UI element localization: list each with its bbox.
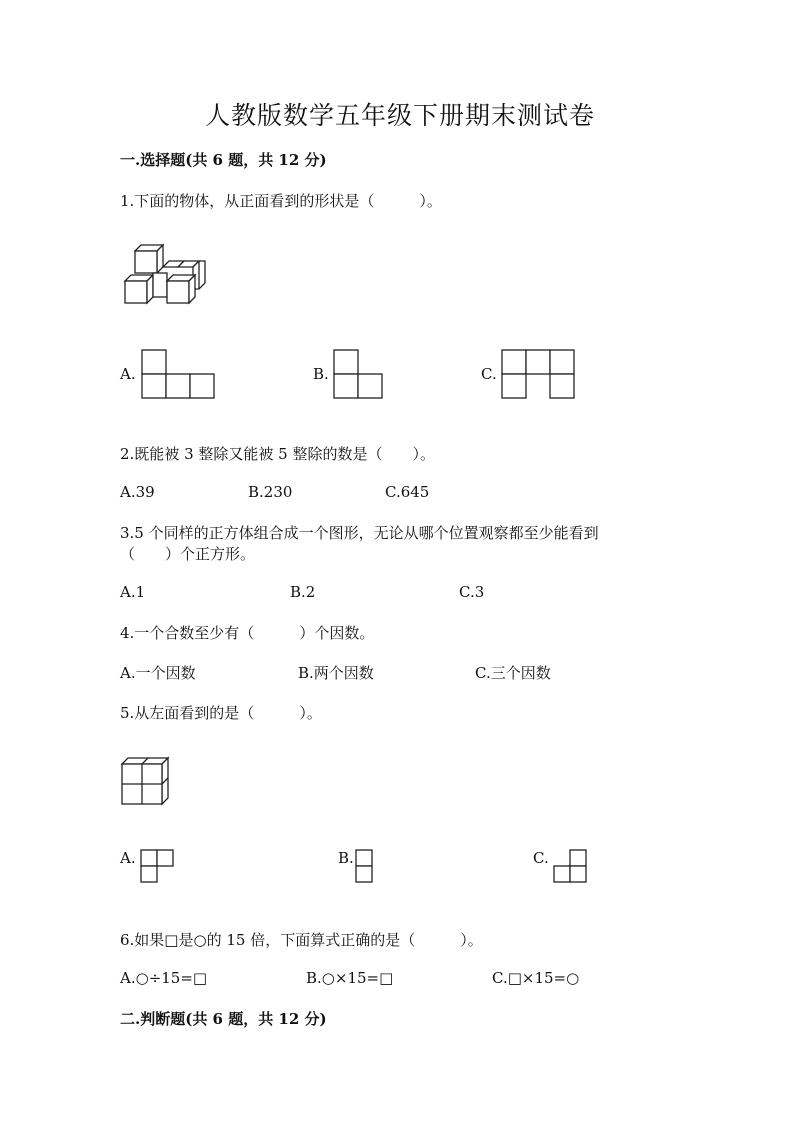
question-1-text: 1.下面的物体，从正面看到的形状是（ ）。 <box>120 192 442 210</box>
q1-option-a-figure <box>141 349 215 399</box>
question-2-text: 2.既能被 3 整除又能被 5 整除的数是（ ）。 <box>120 445 435 463</box>
q6-option-b: B.○×15=□ <box>306 969 394 987</box>
q1-cube-stack-figure <box>120 243 210 308</box>
q3-option-c: C.3 <box>459 583 485 601</box>
q5-option-b-figure <box>355 849 373 883</box>
page-title: 人教版数学五年级下册期末测试卷 <box>204 101 595 130</box>
q2-option-c: C.645 <box>385 483 430 501</box>
section-2-heading: 二.判断题(共 6 题，共 12 分) <box>120 1010 327 1028</box>
q5-option-c-figure <box>553 849 587 883</box>
question-3-text-line-1: 3.5 个同样的正方体组合成一个图形，无论从哪个位置观察都至少能看到 <box>120 524 599 542</box>
q6-option-c: C.□×15=○ <box>492 969 580 987</box>
q5-option-c-label: C. <box>533 849 549 867</box>
question-5-text: 5.从左面看到的是（ ）。 <box>120 704 322 722</box>
question-3-text-line-2: （ ）个正方形。 <box>120 545 256 563</box>
q5-cube-block-figure <box>120 756 170 806</box>
question-4-text: 4.一个合数至少有（ ）个因数。 <box>120 624 375 642</box>
q2-option-b: B.230 <box>248 483 293 501</box>
q3-option-b: B.2 <box>290 583 316 601</box>
q5-option-a-figure <box>140 849 174 883</box>
q6-option-a: A.○÷15=□ <box>120 969 208 987</box>
q4-option-a: A.一个因数 <box>120 664 196 682</box>
q4-option-c: C.三个因数 <box>475 664 551 682</box>
q1-option-c-label: C. <box>481 365 497 383</box>
q1-option-b-label: B. <box>313 365 329 383</box>
q1-option-b-figure <box>333 349 383 399</box>
q1-option-a-label: A. <box>120 365 136 383</box>
q3-option-a: A.1 <box>120 583 146 601</box>
question-6-text: 6.如果□是○的 15 倍，下面算式正确的是（ ）。 <box>120 931 483 949</box>
section-1-heading: 一.选择题(共 6 题，共 12 分) <box>120 151 327 169</box>
q5-option-b-label: B. <box>338 849 354 867</box>
q1-option-c-figure <box>501 349 575 399</box>
q2-option-a: A.39 <box>120 483 155 501</box>
q5-option-a-label: A. <box>120 849 136 867</box>
q4-option-b: B.两个因数 <box>298 664 374 682</box>
